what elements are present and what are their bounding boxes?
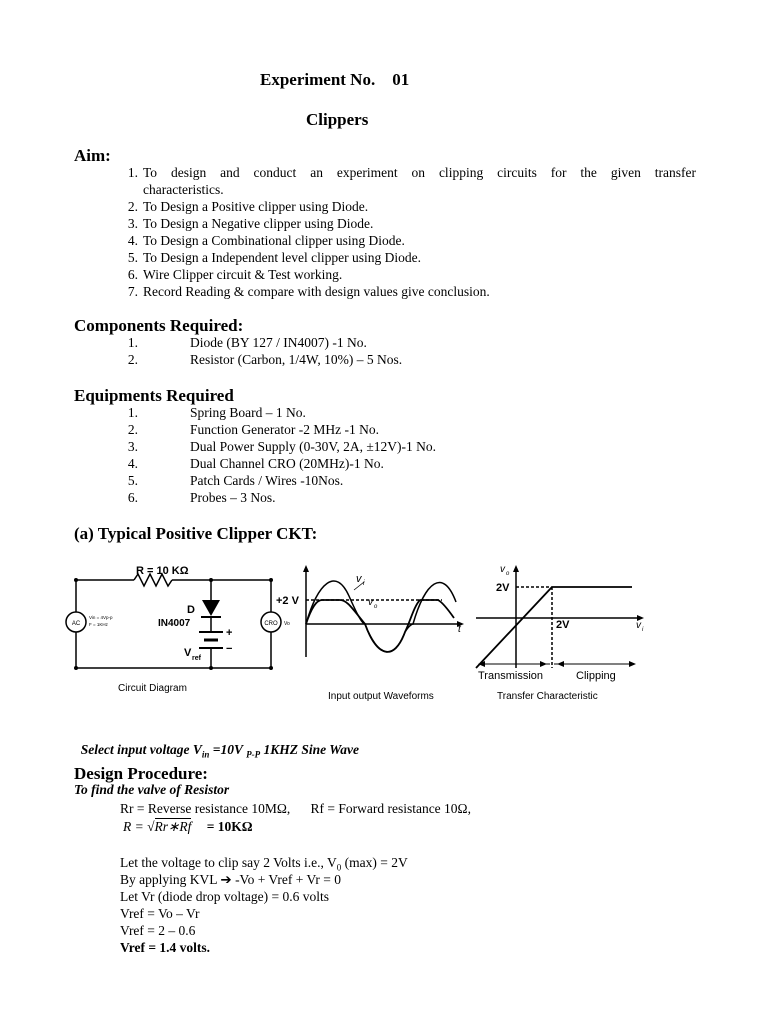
item-number: 2. bbox=[127, 422, 138, 437]
item-text: To Design a Independent level clipper using Diode. bbox=[143, 250, 421, 265]
experiment-topic: Clippers bbox=[306, 110, 369, 129]
item-number: 1. bbox=[127, 405, 138, 420]
clip-level-label: +2 V bbox=[276, 595, 299, 607]
list-item bbox=[118, 421, 618, 438]
formula-lhs: R = bbox=[123, 819, 148, 834]
transfer-caption: Transfer Characteristic bbox=[497, 691, 598, 702]
resistor-formula: R = √Rr∗Rf = 10KΩ bbox=[120, 817, 720, 840]
list-item bbox=[118, 404, 618, 421]
cro-label: CRO bbox=[264, 621, 278, 627]
item-text: Probes – 3 Nos. bbox=[190, 490, 276, 505]
clipping-label: Clipping bbox=[576, 670, 616, 682]
item-text: Dual Power Supply (0-30V, 2A, ±12V)-1 No. bbox=[190, 439, 437, 454]
item-number: 6. bbox=[127, 490, 138, 505]
experiment-number: Experiment No. 01 bbox=[260, 70, 410, 89]
aim-list bbox=[118, 164, 696, 300]
list-item bbox=[118, 249, 696, 266]
list-item-continuation bbox=[118, 181, 696, 198]
arrow-icon: ➔ bbox=[220, 872, 232, 888]
item-number: 1. bbox=[127, 165, 138, 180]
item-number: 5. bbox=[127, 473, 138, 488]
design-heading: Design Procedure: bbox=[74, 764, 208, 783]
transfer-curve bbox=[476, 587, 552, 668]
item-number: 2. bbox=[127, 199, 138, 214]
vi-sub: i bbox=[363, 580, 365, 587]
item-number: 2. bbox=[127, 352, 138, 367]
list-item bbox=[118, 334, 618, 351]
clipped-output bbox=[306, 600, 454, 652]
item-text: Wire Clipper circuit & Test working. bbox=[143, 267, 343, 282]
vref-equation: Vref = Vo – Vr bbox=[120, 906, 200, 921]
list-item bbox=[118, 489, 618, 506]
list-item bbox=[118, 455, 618, 472]
item-number: 4. bbox=[127, 233, 138, 248]
list-item bbox=[118, 438, 618, 455]
clip-sub: 0 bbox=[336, 862, 342, 873]
waveform-diagram bbox=[276, 562, 472, 704]
item-number: 3. bbox=[127, 439, 138, 454]
list-item bbox=[118, 351, 618, 368]
plus-label: + bbox=[226, 627, 233, 639]
input-voltage-value: =10V bbox=[209, 742, 247, 757]
item-text: To Design a Negative clipper using Diode. bbox=[143, 216, 374, 231]
list-item bbox=[118, 472, 618, 489]
formula-result: = 10KΩ bbox=[206, 819, 253, 834]
vref-sub: ref bbox=[192, 655, 201, 662]
item-number: 5. bbox=[127, 250, 138, 265]
item-text: To Design a Positive clipper using Diode. bbox=[143, 199, 369, 214]
item-text: Patch Cards / Wires -10Nos. bbox=[190, 473, 344, 488]
input-sine bbox=[306, 581, 456, 652]
input-voltage-prefix: Select input voltage V bbox=[80, 742, 202, 757]
input-voltage-suffix: 1KHZ Sine Wave bbox=[260, 742, 359, 757]
diode-symbol bbox=[202, 600, 220, 616]
aim-heading: Aim: bbox=[74, 146, 111, 165]
list-item bbox=[118, 266, 696, 283]
ac-source-label: AC bbox=[71, 621, 81, 627]
input-voltage-sub-pp: P-P bbox=[246, 749, 261, 760]
circuit-caption: Circuit Diagram bbox=[118, 683, 187, 694]
transmission-label: Transmission bbox=[478, 670, 543, 682]
equipments-heading: Equipments Required bbox=[74, 386, 234, 405]
list-item bbox=[118, 198, 696, 215]
item-text: To design and conduct an experiment on clipping circuits for the given transfer bbox=[143, 165, 696, 180]
components-heading: Components Required: bbox=[74, 316, 244, 335]
y-tick-label: 2V bbox=[496, 582, 510, 594]
kvl-tail: -Vo + Vref + Vr = 0 bbox=[231, 872, 342, 887]
item-number: 3. bbox=[127, 216, 138, 231]
kvl-prefix: By applying KVL bbox=[120, 872, 221, 887]
source-note-2: F = 1KHz bbox=[89, 622, 108, 627]
transfer-characteristic bbox=[472, 560, 650, 706]
kvl-line bbox=[120, 871, 720, 888]
item-text: Dual Channel CRO (20MHz)-1 No. bbox=[190, 456, 384, 471]
equipments-list bbox=[118, 404, 618, 506]
cro-vo-label: Vo bbox=[284, 621, 290, 627]
vref-substitution: Vref = 2 – 0.6 bbox=[120, 923, 196, 938]
vi-label: v bbox=[356, 573, 362, 585]
vref-result: Vref = 1.4 volts. bbox=[120, 940, 211, 955]
clip-tail: (max) = 2V bbox=[341, 855, 408, 870]
item-number: 7. bbox=[127, 284, 138, 299]
components-list bbox=[118, 334, 618, 368]
item-text: Record Reading & compare with design values give conclusion. bbox=[143, 284, 490, 299]
vo-sub: o bbox=[374, 604, 378, 610]
list-item bbox=[118, 232, 696, 249]
list-item bbox=[118, 283, 696, 300]
clip-line-text: Let the voltage to clip say 2 Volts i.e., V bbox=[120, 855, 337, 870]
input-voltage-note bbox=[74, 726, 359, 760]
item-number: 4. bbox=[127, 456, 138, 471]
item-text: characteristics. bbox=[143, 182, 224, 197]
vref-label: V bbox=[184, 647, 192, 659]
design-body bbox=[120, 800, 720, 956]
minus-label: − bbox=[226, 643, 233, 655]
resistor-label: R = 10 KΩ bbox=[136, 565, 189, 577]
list-item bbox=[118, 215, 696, 232]
battery-symbol bbox=[199, 632, 223, 648]
diode-part-label: IN4007 bbox=[158, 618, 191, 629]
x-tick-label: 2V bbox=[556, 619, 570, 631]
vi-axis-sub: i bbox=[642, 627, 644, 633]
diode-label: D bbox=[187, 604, 195, 616]
resistance-line: Rr = Reverse resistance 10MΩ, Rf = Forward resistance 10Ω, bbox=[120, 801, 471, 816]
item-text: Diode (BY 127 / IN4007) -1 No. bbox=[190, 335, 367, 350]
design-subheading: To find the valve of Resistor bbox=[74, 782, 230, 797]
item-text: Resistor (Carbon, 1/4W, 10%) – 5 Nos. bbox=[190, 352, 403, 367]
clip-voltage-line bbox=[120, 854, 720, 871]
t-label: t bbox=[458, 624, 461, 635]
item-text: Function Generator -2 MHz -1 No. bbox=[190, 422, 379, 437]
vo-axis-sub: o bbox=[506, 571, 510, 577]
input-voltage-sub-in: in bbox=[201, 749, 210, 760]
formula-root: Rr∗Rf bbox=[154, 819, 192, 834]
waveform-caption: Input output Waveforms bbox=[328, 691, 434, 702]
list-item bbox=[118, 164, 696, 181]
clipper-heading: (a) Typical Positive Clipper CKT: bbox=[74, 524, 318, 543]
item-number: 6. bbox=[127, 267, 138, 282]
item-text: To Design a Combinational clipper using Diode. bbox=[143, 233, 405, 248]
source-note-1: Vin = 4Vp-p bbox=[89, 615, 113, 620]
item-text: Spring Board – 1 No. bbox=[190, 405, 306, 420]
vo-label: v bbox=[368, 597, 373, 608]
vi-axis-label: v bbox=[636, 620, 641, 631]
item-number: 1. bbox=[127, 335, 138, 350]
diode-drop-line: Let Vr (diode drop voltage) = 0.6 volts bbox=[120, 889, 330, 904]
vo-axis-label: v bbox=[500, 564, 505, 575]
